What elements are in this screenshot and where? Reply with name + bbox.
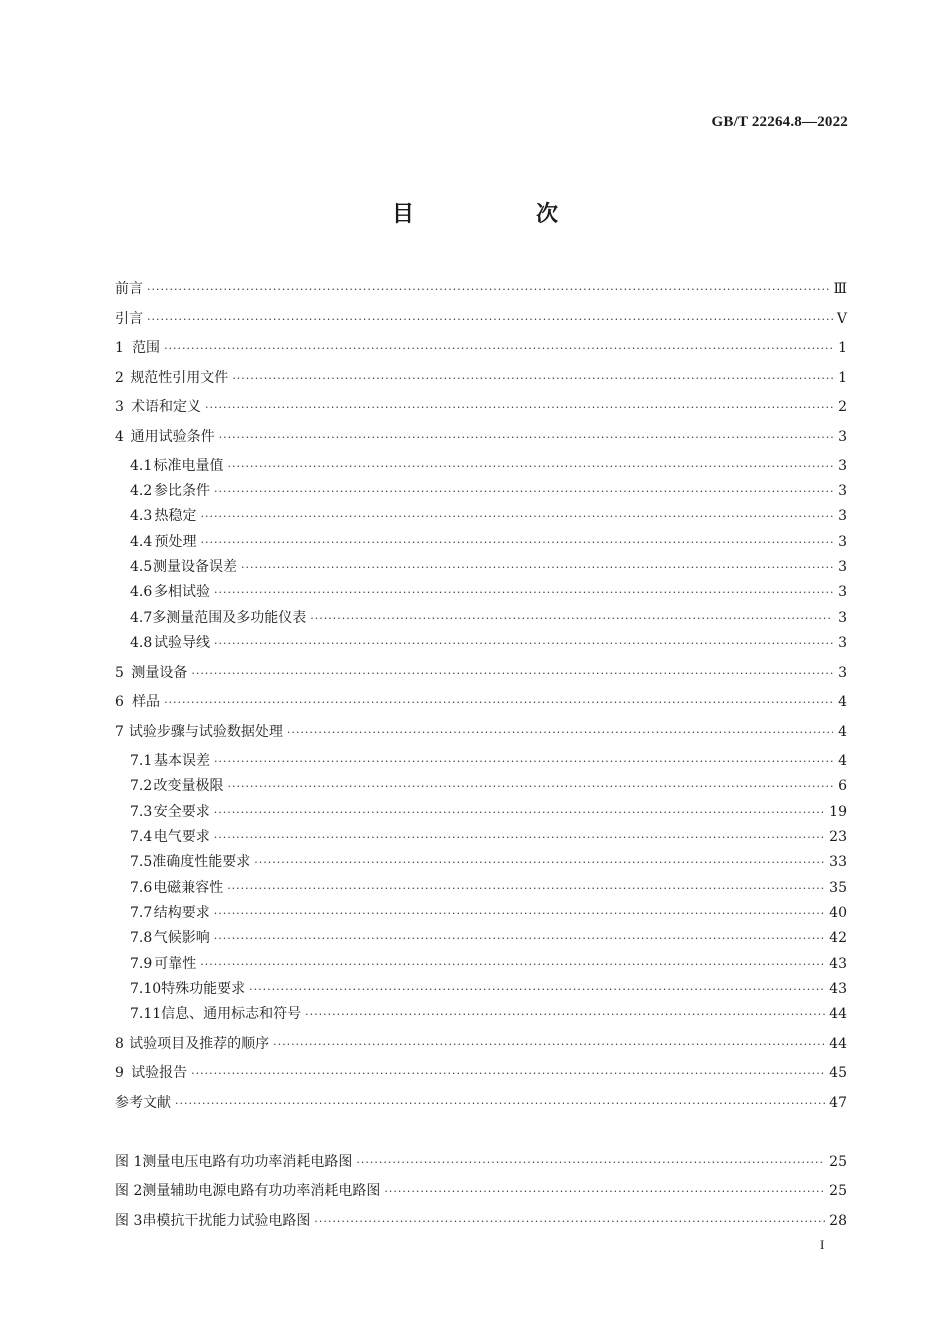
toc-entry-page: 3 [838, 584, 847, 600]
toc-entry-page: 40 [829, 905, 847, 921]
toc-entry-page: 43 [829, 981, 847, 997]
toc-entry-page: 3 [838, 458, 847, 474]
toc-entry-page: Ⅴ [836, 311, 847, 327]
toc-entry-label: 气候影响 [153, 930, 210, 946]
toc-entry-number: 4.1 [130, 458, 153, 474]
dot-leader [205, 397, 833, 419]
dot-leader [214, 481, 833, 503]
toc-entry-number: 4.5 [130, 559, 153, 575]
page-title: 目 次 [391, 201, 608, 227]
dot-leader [232, 368, 833, 390]
toc-entry-label: 测量设备误差 [152, 559, 237, 575]
toc-entry[interactable] [115, 1033, 847, 1055]
toc-entry-page: 33 [829, 854, 847, 870]
toc-entry[interactable] [115, 721, 847, 743]
toc-entry-number: 7.5 [130, 854, 153, 870]
toc-entry-page: 4 [838, 724, 847, 740]
standard-code: GB/T 22264.8—2022 [711, 114, 848, 130]
dot-leader [147, 279, 829, 301]
toc-entry-label: 范围 [132, 340, 161, 356]
toc-entry[interactable] [115, 902, 847, 924]
toc-entry-number: 1 [115, 340, 124, 356]
toc-entry-number: 7.8 [130, 930, 153, 946]
toc-entry-number: 3 [115, 399, 124, 415]
toc-entry[interactable] [115, 632, 847, 654]
toc-entry[interactable] [115, 455, 847, 477]
toc-entry-number: 8 [115, 1036, 124, 1052]
toc-entry-label: 结构要求 [153, 905, 210, 921]
dot-leader [191, 663, 833, 685]
dot-leader [191, 1063, 825, 1085]
toc-entry-number: 4.2 [130, 483, 153, 499]
toc-entry[interactable] [115, 426, 847, 448]
toc-entry-label: 试验项目及推荐的顺序 [129, 1036, 270, 1052]
toc-entry-number: 4.4 [130, 534, 153, 550]
toc-entry-number: 4.3 [130, 508, 153, 524]
toc-entry-label: 参比条件 [154, 483, 210, 499]
toc-entry[interactable] [115, 801, 847, 823]
figure-entry-number: 图 1 [115, 1154, 143, 1170]
toc-entry[interactable] [115, 927, 847, 949]
toc-entry-page: 3 [838, 635, 847, 651]
toc-entry-number: 6 [115, 694, 124, 710]
toc-entry-label: 基本误差 [154, 753, 210, 769]
dot-leader [175, 1093, 825, 1115]
toc-entry-number: 7.1 [130, 753, 153, 769]
toc-entry[interactable] [115, 396, 847, 418]
page-folio: I [820, 1237, 825, 1252]
dot-leader [214, 582, 833, 604]
toc-entry-number: 7.10 [130, 981, 162, 997]
figure-entry[interactable] [115, 1180, 847, 1202]
toc-entry-label: 试验步骤与试验数据处理 [128, 724, 283, 740]
toc-entry-page: 4 [838, 694, 847, 710]
toc-entry-label: 安全要求 [153, 804, 210, 820]
figure-entry[interactable] [115, 1210, 847, 1232]
toc-entry-label: 前言 [115, 281, 143, 297]
toc-entry[interactable] [115, 978, 847, 1000]
toc-entry-number: 7.7 [130, 905, 153, 921]
toc-entry-number: 5 [115, 665, 124, 681]
toc-entry-number: 7 [115, 724, 124, 740]
dot-leader [147, 309, 833, 331]
toc-entry-label: 电气要求 [153, 829, 210, 845]
dot-leader [214, 827, 825, 849]
figure-entry-number: 图 2 [115, 1183, 143, 1199]
toc-entry-label: 引言 [115, 311, 143, 327]
toc-entry[interactable] [115, 775, 847, 797]
toc-entry-label: 预处理 [154, 534, 197, 550]
toc-entry-label: 样品 [132, 694, 161, 710]
figure-entry-label: 测量电压电路有功功率消耗电路图 [142, 1154, 353, 1170]
figure-entry-number: 图 3 [115, 1213, 143, 1229]
toc-entry-number: 7.4 [130, 829, 153, 845]
toc-entry-page: 4 [838, 753, 847, 769]
toc-entry[interactable] [115, 691, 847, 713]
toc-entry-label: 试验报告 [131, 1065, 188, 1081]
toc-entry-page: 45 [829, 1065, 847, 1081]
dot-leader [273, 1034, 825, 1056]
dot-leader [214, 903, 825, 925]
toc-entry-page: Ⅲ [833, 281, 847, 297]
dot-leader [164, 338, 833, 360]
toc-entry[interactable] [115, 607, 847, 629]
toc-entry-page: 6 [838, 778, 847, 794]
toc-entry[interactable] [115, 750, 847, 772]
toc-entry-number: 7.11 [130, 1006, 162, 1022]
toc-entry[interactable] [115, 505, 847, 527]
toc-entry-number: 7.9 [130, 956, 153, 972]
dot-leader [287, 722, 833, 744]
figure-entry-page: 25 [829, 1183, 847, 1199]
toc-entry-number: 4.7 [130, 610, 153, 626]
toc-entry[interactable] [115, 851, 847, 873]
toc-entry-label: 标准电量值 [153, 458, 224, 474]
toc-entry-label: 术语和定义 [131, 399, 202, 415]
toc-entry-page: 2 [838, 399, 847, 415]
dot-leader [214, 802, 825, 824]
toc-entry[interactable] [115, 662, 847, 684]
toc-entry-label: 特殊功能要求 [161, 981, 246, 997]
toc-entry-page: 43 [829, 956, 847, 972]
toc-entry-number: 2 [115, 370, 124, 386]
dot-leader [227, 878, 825, 900]
toc-entry-label: 试验导线 [154, 635, 210, 651]
toc-entry-label: 参考文献 [115, 1095, 171, 1111]
toc-entry[interactable] [115, 337, 847, 359]
toc-entry-page: 35 [829, 880, 847, 896]
dot-leader [254, 852, 825, 874]
toc-entry-number: 4.8 [130, 635, 153, 651]
dot-leader [219, 427, 833, 449]
toc-entry-label: 改变量极限 [153, 778, 224, 794]
figure-entry-label: 测量辅助电源电路有功功率消耗电路图 [142, 1183, 381, 1199]
toc-entry-label: 多相试验 [154, 584, 210, 600]
dot-leader [241, 557, 833, 579]
toc-entry-page: 47 [829, 1095, 847, 1111]
toc-entry-page: 44 [829, 1006, 847, 1022]
toc-entry-number: 7.6 [130, 880, 153, 896]
toc-entry[interactable] [115, 308, 847, 330]
toc-entry-label: 信息、通用标志和符号 [161, 1006, 302, 1022]
toc-entry[interactable] [115, 556, 847, 578]
dot-leader [227, 456, 833, 478]
toc-entry[interactable] [115, 278, 847, 300]
toc-entry-page: 42 [829, 930, 847, 946]
dot-leader [214, 928, 825, 950]
toc-entry-page: 3 [838, 610, 847, 626]
dot-leader [249, 979, 825, 1001]
toc-entry-page: 3 [838, 508, 847, 524]
dot-leader [384, 1181, 825, 1203]
dot-leader [214, 633, 833, 655]
toc-entry-page: 19 [829, 804, 847, 820]
toc-entry-page: 1 [838, 370, 847, 386]
toc-entry-label: 热稳定 [154, 508, 197, 524]
dot-leader [356, 1152, 825, 1174]
toc-entry-number: 7.2 [130, 778, 153, 794]
toc-entry-label: 通用试验条件 [130, 429, 215, 445]
toc-entry[interactable] [115, 1062, 847, 1084]
dot-leader [227, 776, 833, 798]
toc-entry-page: 3 [838, 429, 847, 445]
toc-entry-page: 3 [838, 665, 847, 681]
dot-leader [310, 608, 833, 630]
toc-entry[interactable] [115, 581, 847, 603]
toc-entry-number: 4 [115, 429, 124, 445]
toc-entry-label: 电磁兼容性 [153, 880, 224, 896]
toc-entry[interactable] [115, 367, 847, 389]
toc-entry-page: 23 [829, 829, 847, 845]
toc-entry-number: 9 [115, 1065, 124, 1081]
figure-entry-page: 28 [829, 1213, 847, 1229]
toc-entry-number: 7.3 [130, 804, 153, 820]
toc-entry[interactable] [115, 1092, 847, 1114]
toc-entry[interactable] [115, 826, 847, 848]
toc-entry-number: 4.6 [130, 584, 153, 600]
dot-leader [201, 506, 833, 528]
dot-leader [200, 954, 825, 976]
toc-entry[interactable] [115, 953, 847, 975]
toc-entry-label: 可靠性 [154, 956, 197, 972]
toc-entry[interactable] [115, 480, 847, 502]
toc-entry-label: 多测量范围及多功能仪表 [152, 610, 307, 626]
dot-leader [164, 692, 833, 714]
figure-entry-label: 串模抗干扰能力试验电路图 [142, 1213, 311, 1229]
toc-entry-page: 3 [838, 483, 847, 499]
toc-entry[interactable] [115, 877, 847, 899]
toc-entry-label: 测量设备 [131, 665, 188, 681]
figure-entry-page: 25 [829, 1154, 847, 1170]
dot-leader [201, 532, 833, 554]
toc-entry[interactable] [115, 1003, 847, 1025]
toc-entry[interactable] [115, 531, 847, 553]
dot-leader [305, 1004, 825, 1026]
toc-entry-page: 3 [838, 534, 847, 550]
dot-leader [214, 751, 833, 773]
toc-entry-page: 44 [829, 1036, 847, 1052]
figure-entry[interactable] [115, 1151, 847, 1173]
toc-entry-label: 规范性引用文件 [130, 370, 229, 386]
toc-entry-page: 3 [838, 559, 847, 575]
dot-leader [314, 1211, 825, 1233]
toc-entry-label: 准确度性能要求 [152, 854, 251, 870]
toc-entry-page: 1 [838, 340, 847, 356]
